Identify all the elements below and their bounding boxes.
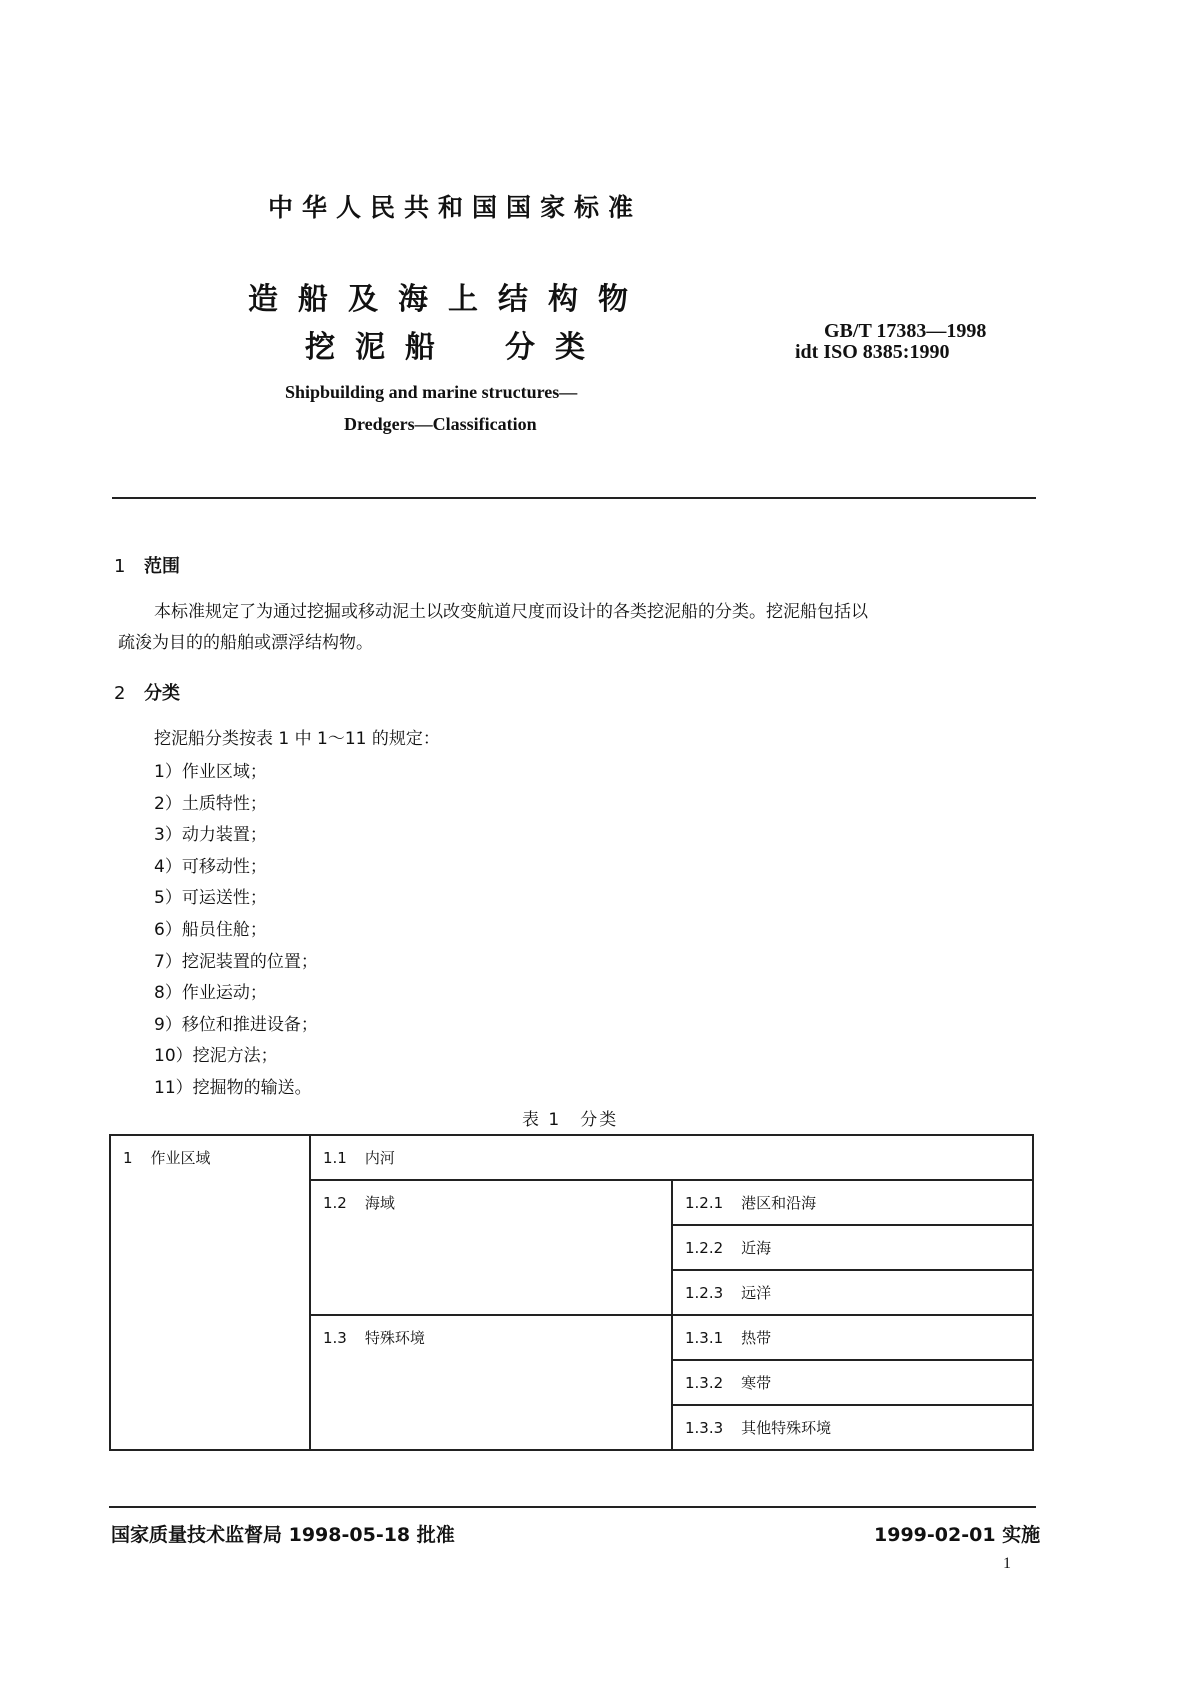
title-cn-line2: 挖泥船 分类 xyxy=(305,330,605,365)
list-item: 4）可移动性； xyxy=(154,856,267,877)
standard-number: GB/T 17383—1998 xyxy=(824,320,987,342)
list-item: 2）土质特性； xyxy=(154,793,267,814)
idt-reference: idt ISO 8385:1990 xyxy=(795,341,950,363)
table-cell-1-3: 1.3 特殊环境 xyxy=(310,1315,672,1450)
title-cn-line1: 造船及海上结构物 xyxy=(248,282,648,317)
code-1: 1 xyxy=(123,1149,133,1167)
table-cell-1-2-1: 1.2.1 港区和沿海 xyxy=(672,1180,1033,1225)
table-cell-1-2-2: 1.2.2 近海 xyxy=(672,1225,1033,1270)
section2-title: 分类 xyxy=(144,683,180,704)
table-caption: 表 1 分类 xyxy=(522,1110,619,1130)
list-item: 10）挖泥方法； xyxy=(154,1046,278,1067)
list-item: 7）挖泥装置的位置； xyxy=(154,951,318,972)
section1-number: 1 xyxy=(114,556,126,577)
list-item: 1）作业区域； xyxy=(154,762,267,782)
section2-heading xyxy=(114,679,180,705)
table-cell-area xyxy=(110,1135,310,1450)
list-item: 8）作业运动； xyxy=(154,983,267,1004)
list-item: 5）可运送性； xyxy=(154,888,267,909)
label-area: 作业区域 xyxy=(150,1149,211,1167)
classification-table xyxy=(109,1134,1034,1451)
section1-body-line2: 疏浚为目的的船舶或漂浮结构物。 xyxy=(118,633,373,653)
section1-title: 范围 xyxy=(144,556,180,577)
footer-divider xyxy=(109,1506,1036,1508)
national-standard-heading: 中华人民共和国国家标准 xyxy=(268,193,643,222)
list-item: 9）移位和推进设备； xyxy=(154,1014,318,1035)
table-cell-1-2-3: 1.2.3 远洋 xyxy=(672,1270,1033,1315)
section2-intro: 挖泥船分类按表 1 中 1～11 的规定： xyxy=(154,729,440,749)
list-item: 11）挖掘物的输送。 xyxy=(154,1077,312,1098)
section1-heading xyxy=(114,552,180,578)
table-cell-1-1: 1.1 内河 xyxy=(310,1135,1033,1180)
header-divider xyxy=(112,497,1036,499)
implementation-date: 1999-02-01 实施 xyxy=(874,1524,1041,1546)
table-cell-1-3-3: 1.3.3 其他特殊环境 xyxy=(672,1405,1033,1450)
title-en-line1: Shipbuilding and marine structures— xyxy=(285,382,578,402)
page-number: 1 xyxy=(1003,1555,1011,1572)
table-cell-1-3-2: 1.3.2 寒带 xyxy=(672,1360,1033,1405)
approval-date: 国家质量技术监督局 1998-05-18 批准 xyxy=(111,1524,455,1546)
table-cell-1-3-1: 1.3.1 热带 xyxy=(672,1315,1033,1360)
section2-number: 2 xyxy=(114,683,126,704)
title-en-line2: Dredgers—Classification xyxy=(344,414,537,434)
section1-body-line1: 本标准规定了为通过挖掘或移动泥土以改变航道尺度而设计的各类挖泥船的分类。挖泥船包括以 xyxy=(154,602,868,622)
classification-list xyxy=(154,757,318,1105)
table-cell-1-2: 1.2 海域 xyxy=(310,1180,672,1315)
list-item: 3）动力装置； xyxy=(154,825,267,846)
list-item: 6）船员住舱； xyxy=(154,919,267,940)
